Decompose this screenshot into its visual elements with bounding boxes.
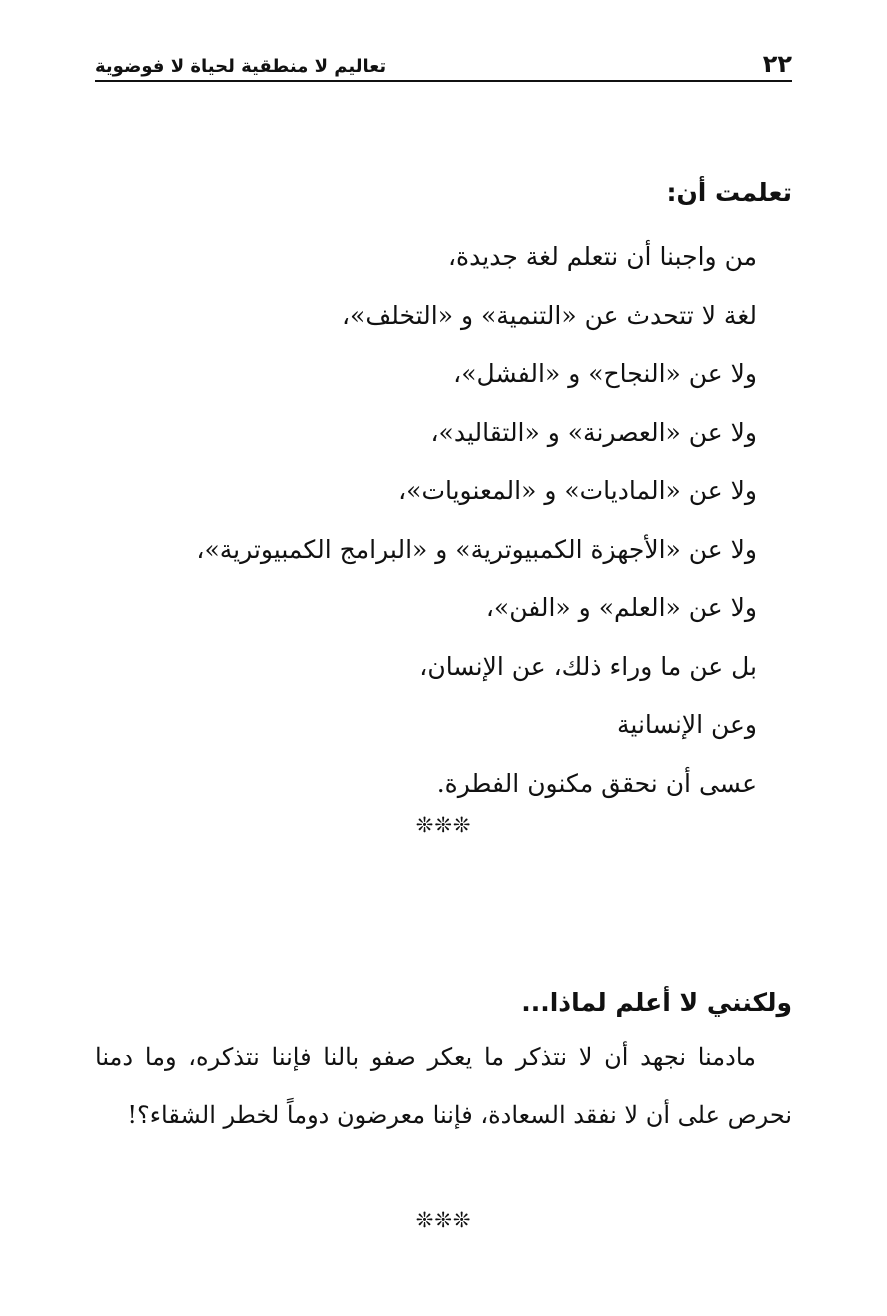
poem-line: ولا عن «الأجهزة الكمبيوترية» و «البرامج الكمبيوترية»، bbox=[196, 534, 757, 564]
poem-line: بل عن ما وراء ذلك، عن الإنسان، bbox=[419, 651, 757, 681]
poem-line: ولا عن «الماديات» و «المعنويات»، bbox=[398, 476, 757, 505]
poem-line: وعن الإنسانية bbox=[617, 710, 757, 739]
poem-line: ولا عن «النجاح» و «الفشل»، bbox=[453, 359, 757, 388]
page-header bbox=[95, 42, 792, 82]
section-heading-why: ولكنني لا أعلم لماذا... bbox=[521, 988, 792, 1017]
section-heading-learned: تعلمت أن: bbox=[666, 178, 792, 207]
poem-line: عسى أن نحقق مكنون الفطرة. bbox=[436, 768, 757, 798]
body-paragraph: مادمنا نجهد أن لا نتذكر ما يعكر صفو بالنا فإننا نتذكره، وما دمنا نحرص على أن لا نفقد السعادة، فإننا معرضون دوماً لخطر الشقاء؟! bbox=[95, 1043, 792, 1129]
running-title: تعاليم لا منطقية لحياة لا فوضوية bbox=[95, 56, 387, 77]
poem-line: لغة لا تتحدث عن «التنمية» و «التخلف»، bbox=[341, 300, 757, 330]
poem-line: من واجبنا أن نتعلم لغة جديدة، bbox=[447, 242, 757, 271]
page-number: ٢٢ bbox=[762, 50, 792, 78]
poem-line: ولا عن «العلم» و «الفن»، bbox=[485, 593, 757, 622]
poem-lines bbox=[196, 228, 757, 813]
poem-line: ولا عن «العصرنة» و «التقاليد»، bbox=[430, 417, 757, 447]
section-separator: ❊❊❊ bbox=[415, 813, 472, 837]
section-separator: ❊❊❊ bbox=[415, 1208, 472, 1232]
